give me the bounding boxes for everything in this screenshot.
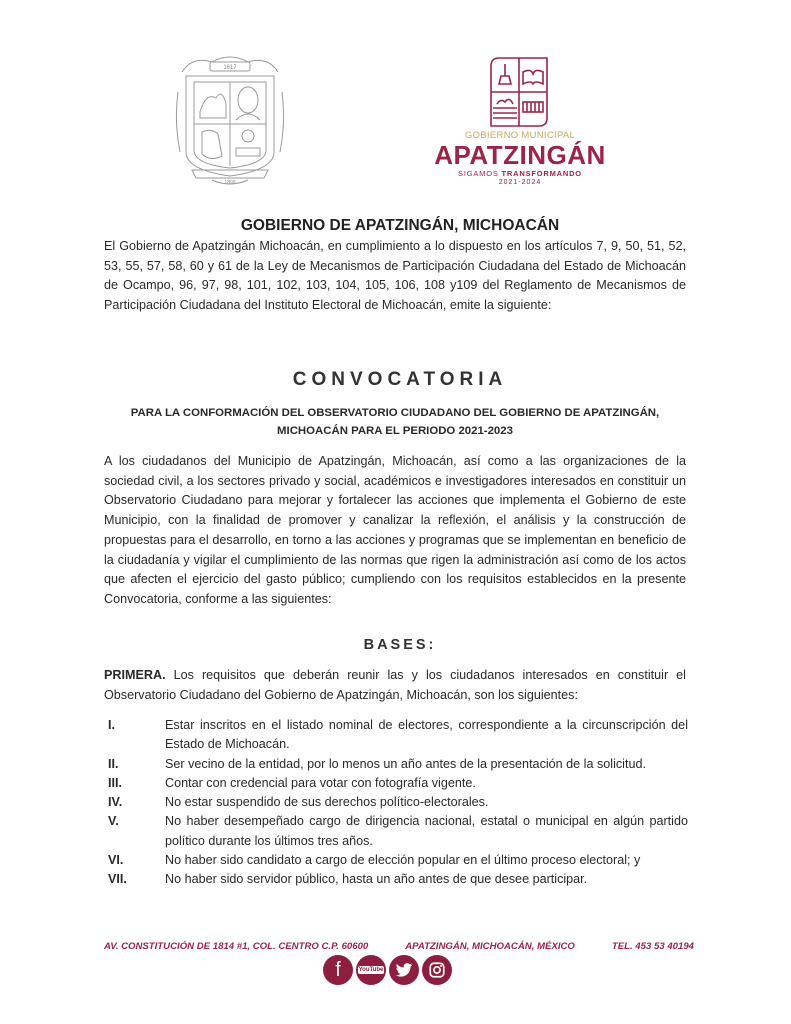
youtube-icon[interactable] [356, 955, 386, 985]
seal-year-top: 1617 [223, 65, 237, 71]
requirement-number: VII. [108, 872, 127, 887]
requirement-item [104, 812, 688, 851]
instagram-camera-icon [428, 961, 446, 979]
requirement-text: No haber sido servidor público, hasta un año antes de que desee participar. [165, 872, 588, 887]
instagram-icon[interactable] [422, 955, 452, 985]
requirement-number: IV. [108, 795, 123, 810]
footer-address: AV. CONSTITUCIÓN DE 1814 #1, COL. CENTRO C.P. 60600 [104, 941, 369, 952]
twitter-bird-icon [395, 963, 413, 978]
call-body-paragraph: A los ciudadanos del Municipio de Apatzingán, Michoacán, así como a las organizaciones de la sociedad civil, a los sectores privado y social, académicos e investigadores interesados en constituir un Observatorio Ciudadano para mejorar y fortalecer las acciones que implementa el Gobierno de este Municipio, con la finalidad de promover y canalizar la reflexión, el análisis y la construcción de propuestas para el desarrollo, en torno a las acciones y programas que se implementan en beneficio de la ciudadanía y vigilar el cumplimiento de las normas que rigen la administración así como de los actos que afecten el ejercicio del gasto público; cumpliendo con los requisitos establecidos en la presente Convocatoria, conforme a las siguientes: [104, 454, 686, 606]
footer-contact [104, 941, 694, 952]
government-heading: GOBIERNO DE APATZINGÁN, MICHOACÁN [240, 217, 560, 234]
requirement-number: V. [108, 814, 119, 829]
requirement-number: VI. [108, 853, 124, 868]
logo-years: 2021-2024 [498, 179, 542, 186]
requirement-number: III. [108, 775, 122, 790]
requirement-text: Estar inscritos en el listado nominal de electores, correspondiente a la circunscripción del Estado de Michoacán. [165, 718, 688, 752]
logo-gobierno-label: GOBIERNO MUNICIPAL [464, 130, 576, 141]
convocatoria-subtitle: PARA LA CONFORMACIÓN DEL OBSERVATORIO CIUDADANO DEL GOBIERNO DE APATZINGÁN, MICHOACÁN PARA EL PERIODO 2021-2023 [130, 407, 660, 437]
seal-year-bottom: 1899 [224, 180, 236, 186]
social-links [323, 955, 463, 985]
municipal-logo-icon [489, 56, 551, 128]
requirement-text: No estar suspendido de sus derechos político-electorales. [165, 795, 489, 810]
primera-paragraph [104, 666, 686, 705]
requirement-item [104, 793, 688, 812]
convocatoria-title: CONVOCATORIA [292, 369, 508, 390]
requirement-text: No haber desempeñado cargo de dirigencia nacional, estatal o municipal en algún partido político durante los últimos tres años. [165, 814, 688, 848]
bases-title: BASES: [363, 637, 437, 653]
requirement-text: Contar con credencial para votar con fotografía vigente. [165, 775, 476, 790]
requirement-item [104, 870, 688, 889]
requirement-item [104, 851, 688, 870]
requirement-item [104, 716, 688, 755]
requirement-text: No haber sido candidato a cargo de elección popular en el último proceso electoral; y [165, 853, 641, 868]
requirement-item [104, 774, 688, 793]
logo-name: APATZINGÁN [434, 140, 606, 170]
primera-label: PRIMERA. [104, 668, 166, 682]
requirement-number: I. [108, 718, 115, 732]
requirements-list [104, 716, 688, 890]
logo-slogan-prefix: SIGAMOS [458, 169, 502, 178]
requirement-item [104, 755, 688, 774]
footer-city: APATZINGÁN, MICHOACÁN, MÉXICO [405, 941, 575, 952]
facebook-icon[interactable] [323, 955, 353, 985]
youtube-glyph: YouTube [358, 967, 384, 973]
primera-text: Los requisitos que deberán reunir las y los ciudadanos interesados en constituir el Observatorio Ciudadano del Gobierno de Apatzingán, Michoacán, son los siguientes: [104, 668, 686, 702]
twitter-icon[interactable] [389, 955, 419, 985]
facebook-glyph: f [335, 959, 341, 981]
logo-slogan [420, 169, 620, 178]
requirement-text: Ser vecino de la entidad, por lo menos un año antes de la presentación de la solicitud. [165, 756, 646, 771]
coat-of-arms-seal [172, 52, 288, 188]
footer-phone: TEL. 453 53 40194 [611, 941, 694, 952]
intro-paragraph: El Gobierno de Apatzingán Michoacán, en cumplimiento a lo dispuesto en los artículos 7, 9, 50, 51, 52, 53, 55, 57, 58, 60 y 61 de la Ley de Mecanismos de Participación Ciudadana del Estado de Michoacán de Ocampo, 96, 97, 98, 101, 102, 103, 104, 105, 106, 108 y109 del Reglamento de Mecanismos de Participación Ciudadana del Instituto Electoral de Michoacán, emite la siguiente: [104, 239, 686, 313]
requirement-number: II. [108, 756, 119, 771]
logo-slogan-emphasis: TRANSFORMANDO [501, 169, 582, 178]
